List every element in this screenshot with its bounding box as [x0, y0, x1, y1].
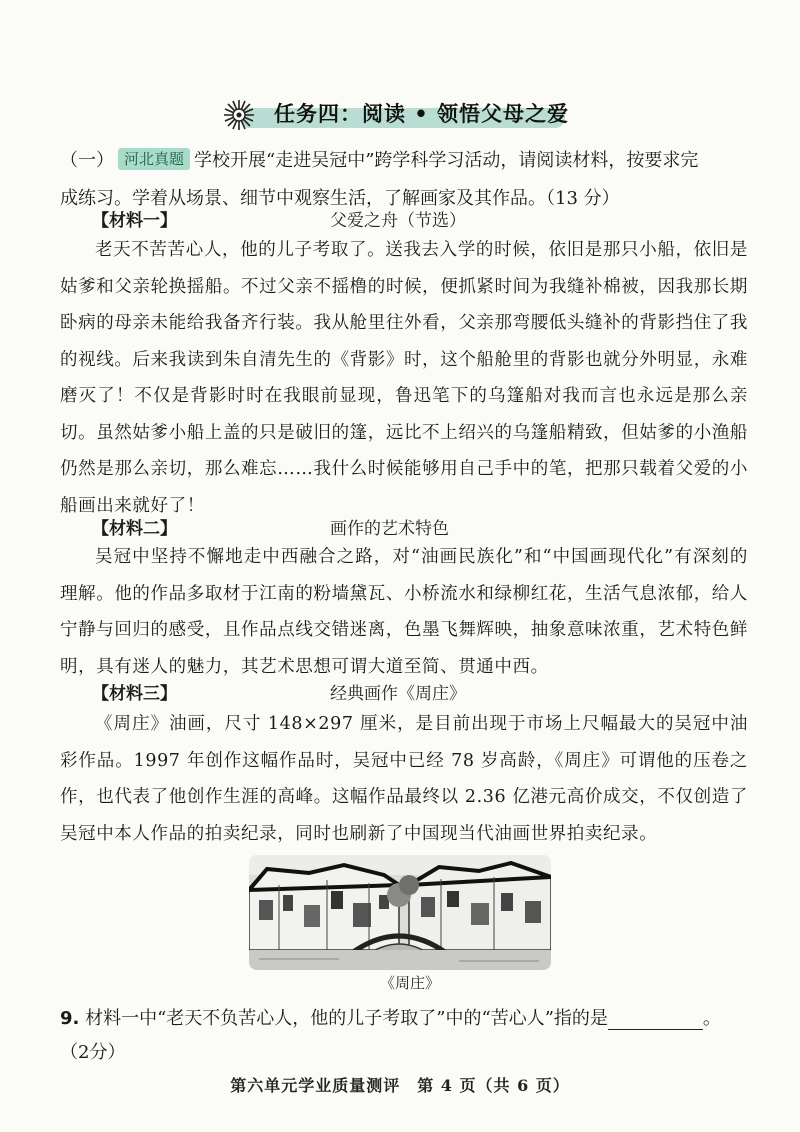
- material-2-label: 【材料二】: [92, 519, 177, 539]
- star-burst-icon: [222, 98, 256, 132]
- material-2-text: 吴冠中坚持不懈地走中西融合之路，对“油画民族化”和“中国画现代化”有深刻的理解。他的作品多取材于江南的粉墙黛瓦、小桥流水和绿柳红花，生活气息浓郁，给人宁静与回归的感受，且作品点线交错迷离，色墨飞舞辉映，抽象意味浓重，艺术特色鲜明，具有迷人的魅力，其艺术思想可谓大道至简、贯通中西。: [60, 547, 748, 677]
- painting-caption: 《周庄》: [379, 974, 440, 992]
- material-3-text: 《周庄》油画，尺寸 148×297 厘米，是目前出现于市场上尺幅最大的吴冠中油彩作品。1997 年创作这幅作品时，吴冠中已经 78 岁高龄，《周庄》可谓他的压卷之作，也代表了他创作生涯的高峰。这幅作品最终以 2.36 亿港元高价成交，不仅创造了吴冠中本人作品的拍卖纪录，同时也刷新了中国现当代油画世界拍卖纪录。: [60, 714, 748, 844]
- material-1-title: 父爱之舟（节选）: [330, 211, 466, 231]
- intro-line-2: 成练习。学着从场景、细节中观察生活，了解画家及其作品。（13 分）: [60, 188, 620, 209]
- page-footer: 第六单元学业质量测评 第 4 页（共 6 页）: [230, 1076, 570, 1095]
- question-end-mark: 。: [702, 1008, 721, 1029]
- zhouzhuang-painting-image: [249, 855, 551, 970]
- question-text: 材料一中“老天不负苦心人，他的儿子考取了”中的“苦心人”指的是: [85, 1008, 608, 1029]
- source-tag: 河北真题: [118, 148, 190, 170]
- material-1-label: 【材料一】: [92, 211, 177, 231]
- material-1-text: 老天不苦苦心人，他的儿子考取了。送我去入学的时候，依旧是那只小船，依旧是姑爹和父亲轮换摇船。不过父亲不摇橹的时候，便抓紧时间为我缝补棉被，因我那长期卧病的母亲未能给我备齐行装。我从舱里往外看，父亲那弯腰低头缝补的背影挡住了我的视线。后来我读到朱自清先生的《背影》时，这个船舱里的背影也就分外明显，永难磨灭了！不仅是背影时时在我眼前显现，鲁迅笔下的乌篷船对我而言也永远是那么亲切。虽然姑爹小船上盖的只是破旧的篷，远比不上绍兴的乌篷船精致，但姑爹的小渔船仍然是那么亲切，那么难忘……我什么时候能够用自己手中的笔，把那只载着父爱的小船画出来就好了！: [60, 240, 748, 516]
- task-header: [222, 94, 572, 134]
- material-3-title: 经典画作《周庄》: [330, 684, 466, 704]
- material-2-title: 画作的艺术特色: [330, 519, 449, 539]
- material-3-label: 【材料三】: [92, 684, 177, 704]
- section-number: （一）: [60, 150, 114, 171]
- question-number: 9.: [60, 1008, 80, 1029]
- material-3-heading: [92, 679, 742, 709]
- painting-illustration: [249, 855, 551, 970]
- task-title: 任务四：阅读 • 领悟父母之爱: [274, 102, 570, 126]
- question-9: [60, 1002, 760, 1070]
- question-score: （2分）: [60, 1042, 126, 1063]
- answer-blank[interactable]: [608, 1007, 703, 1030]
- intro-line-1: 学校开展“走进吴冠中”跨学科学习活动，请阅读材料，按要求完: [194, 150, 699, 171]
